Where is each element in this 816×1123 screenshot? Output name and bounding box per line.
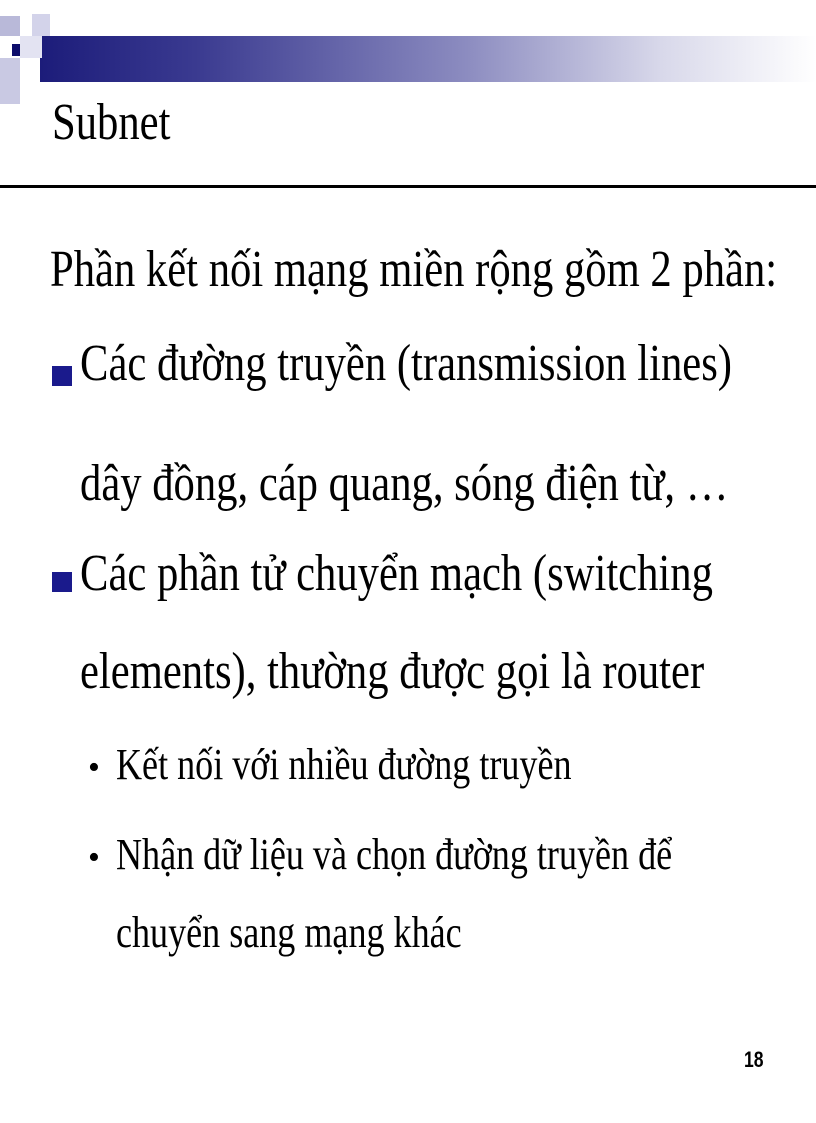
square-bullet-icon — [52, 572, 72, 592]
decor-square — [0, 58, 20, 104]
dot-bullet-icon: • — [88, 839, 100, 876]
decor-square — [32, 14, 50, 36]
header-gradient-bar — [40, 36, 816, 82]
title-divider — [0, 185, 816, 188]
square-bullet-icon — [52, 366, 72, 386]
slide-title: Subnet — [52, 94, 171, 151]
bullet-1-line-2: dây đồng, cáp quang, sóng điện từ, … — [80, 455, 729, 512]
dot-bullet-icon: • — [88, 749, 100, 786]
decor-square — [20, 36, 42, 58]
intro-text: Phần kết nối mạng miền rộng gồm 2 phần: — [50, 241, 778, 298]
bullet-2-line-2: elements), thường được gọi là router — [80, 643, 705, 700]
subbullet-2-line-1: Nhận dữ liệu và chọn đường truyền để — [116, 830, 673, 879]
decor-square — [0, 16, 20, 36]
bullet-2-line-1: Các phần tử chuyển mạch (switching — [80, 545, 713, 602]
subbullet-2-line-2: chuyển sang mạng khác — [116, 908, 462, 957]
page-number: 18 — [744, 1047, 764, 1072]
bullet-1-line-1: Các đường truyền (transmission lines) — [80, 335, 732, 392]
subbullet-1: Kết nối với nhiều đường truyền — [116, 740, 572, 789]
